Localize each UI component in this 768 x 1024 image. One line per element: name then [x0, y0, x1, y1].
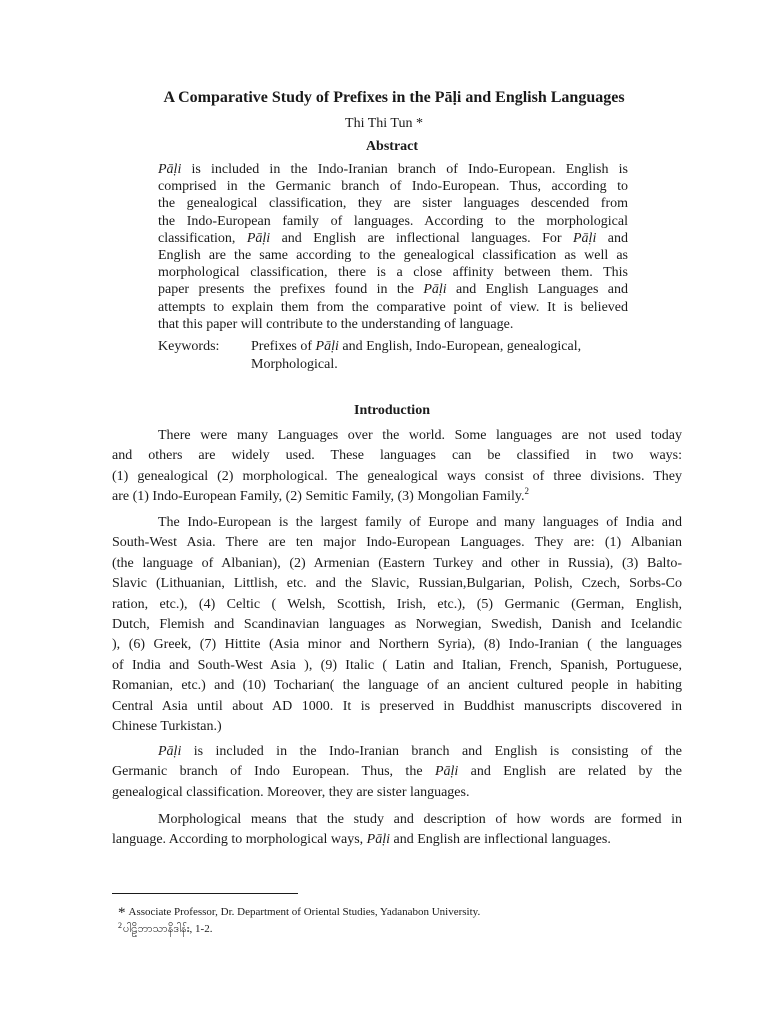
text-run: are (1) Indo-European Family, (2) Semitic Family, (3) Mongolian Family. — [112, 489, 525, 505]
paragraph-line — [112, 742, 682, 762]
pali-term: Pāḷi — [158, 744, 182, 759]
text-run: Morphological means that the study and description of how words are formed in — [158, 812, 682, 827]
footnote-1 — [118, 905, 480, 920]
keywords-label: Keywords: — [158, 339, 220, 354]
footnote-2 — [118, 919, 212, 936]
paragraph-line — [112, 533, 682, 553]
text-run: is included in the Indo-Iranian branch and English is consisting of the — [181, 744, 682, 759]
intro-paragraph-3 — [112, 742, 682, 803]
paragraph-line — [112, 615, 682, 635]
paragraph-line — [112, 426, 682, 446]
paragraph-line — [112, 635, 682, 655]
text-run: that this paper will contribute to the understanding of language. — [158, 316, 514, 332]
pali-term: Pāḷi — [246, 230, 271, 246]
text-run: and English are inflectional languages. — [390, 832, 611, 848]
abstract-line — [158, 161, 628, 178]
text-run: paper presents the prefixes found in the — [158, 282, 424, 298]
text-run: Chinese Turkistan.) — [112, 719, 222, 735]
abstract-line — [158, 178, 628, 195]
text-run: There were many Languages over the world. Some languages are not used today — [158, 428, 682, 443]
paragraph-line — [112, 762, 682, 782]
author-name: Thi Thi Tun * — [345, 116, 423, 131]
abstract-line — [158, 281, 628, 298]
paragraph-line — [112, 574, 682, 594]
keywords-text — [251, 338, 631, 373]
text-run: (the language of Albanian), (2) Armenian (Eastern Turkey and other in Russia), (3) Balto- — [112, 555, 682, 571]
text-run: classification, — [158, 230, 247, 246]
abstract-line — [158, 299, 628, 316]
intro-paragraph-1 — [112, 426, 682, 508]
text-run: Germanic branch of Indo European. Thus, the — [112, 764, 435, 780]
paragraph-line — [112, 467, 682, 487]
text-run: morphological classification, there is a close affinity between them. This — [158, 265, 628, 281]
keywords-pali: Pāḷi — [315, 339, 339, 354]
abstract-body — [158, 161, 628, 333]
paragraph-line — [112, 783, 682, 803]
footnote-2-text: ပါဠိဘာသာနိဒါန်း, 1-2. — [123, 923, 213, 935]
keywords-line2: Morphological. — [251, 356, 338, 372]
paragraph-line — [112, 595, 682, 615]
pali-term: Pāḷi — [423, 282, 447, 298]
abstract-line — [158, 230, 628, 247]
text-run: and English are inflectional languages. For — [270, 230, 573, 246]
text-run: The Indo-European is the largest family of Europe and many languages of India and — [158, 515, 682, 530]
intro-paragraph-2 — [112, 513, 682, 737]
text-run: Romanian, etc.) and (10) Tocharian( the language of an ancient cultured people in habiting — [112, 678, 682, 694]
text-run: and English are related by the — [458, 764, 682, 780]
text-run: Central Asia until about AD 1000. It is preserved in Buddhist manuscripts discovered in — [112, 698, 682, 714]
abstract-line — [158, 264, 628, 281]
footnote-1-mark: * — [118, 905, 126, 921]
paragraph-line — [112, 830, 682, 850]
footnote-1-text: Associate Professor, Dr. Department of Oriental Studies, Yadanabon University. — [128, 906, 481, 918]
pali-term: Pāḷi — [158, 162, 182, 177]
text-run: language. According to morphological ways, — [112, 832, 367, 848]
abstract-line — [158, 195, 628, 212]
intro-paragraph-4 — [112, 810, 682, 851]
paragraph-line — [112, 810, 682, 830]
text-run: genealogical classification. Moreover, they are sister languages. — [112, 784, 470, 800]
paper-title: A Comparative Study of Prefixes in the Pāḷi and English Languages — [163, 89, 625, 106]
abstract-line — [158, 247, 628, 264]
paragraph-line — [112, 676, 682, 696]
text-run: Slavic (Lithuanian, Littlish, etc. and the Slavic, Russian,Bulgarian, Polish, Czech, Sorbs-Co — [112, 576, 682, 592]
text-run: and others are widely used. These languages can be classified in two ways: — [112, 448, 682, 464]
paragraph-line — [112, 697, 682, 717]
text-run: English are the same according to the genealogical classification as well as — [158, 248, 628, 264]
text-run: Dutch, Flemish and Scandinavian languages as Norwegian, Swedish, Danish and Icelandic — [112, 617, 682, 633]
keywords-line1-b: and English, Indo-European, genealogical, — [338, 339, 582, 354]
paragraph-line — [112, 446, 682, 466]
abstract-heading: Abstract — [365, 139, 419, 154]
footnote-ref: 2 — [524, 486, 530, 497]
text-run: and English Languages and — [446, 282, 628, 298]
text-run: ), (6) Greek, (7) Hittite (Asia minor and Northern Syria), (8) Indo-Iranian ( the languages — [112, 637, 682, 653]
pali-term: Pāḷi — [573, 230, 597, 246]
text-run: the Indo-European family of languages. According to the morphological — [158, 213, 628, 229]
pali-term: Pāḷi — [434, 764, 459, 780]
paragraph-line — [112, 554, 682, 574]
footnote-divider — [112, 893, 298, 894]
paragraph-line — [112, 717, 682, 737]
text-run: attempts to explain them from the comparative point of view. It is believed — [158, 299, 628, 315]
keywords-line1-a: Prefixes of — [251, 339, 316, 354]
abstract-line — [158, 316, 628, 333]
introduction-heading: Introduction — [354, 403, 430, 418]
text-run: is included in the Indo-Iranian branch of Indo-European. English is — [181, 162, 628, 177]
pali-term: Pāḷi — [366, 832, 391, 848]
text-run: the genealogical classification, they are sister languages descended from — [158, 196, 628, 212]
text-run: South-West Asia. There are ten major Indo-European Languages. They are: (1) Albanian — [112, 535, 682, 551]
paragraph-line — [112, 487, 682, 507]
text-run: of India and South-West Asia ), (9) Italic ( Latin and Italian, French, Spanish, Portuguese, — [112, 657, 682, 673]
text-run: (1) genealogical (2) morphological. The genealogical ways consist of three divisions. They — [112, 468, 682, 484]
text-run: comprised in the Germanic branch of Indo-European. Thus, according to — [158, 179, 628, 195]
text-run: and — [596, 230, 628, 246]
paragraph-line — [112, 513, 682, 533]
footnote-2-mark: 2 — [118, 921, 122, 930]
abstract-line — [158, 213, 628, 230]
paragraph-line — [112, 656, 682, 676]
text-run: ration, etc.), (4) Celtic ( Welsh, Scottish, Irish, etc.), (5) Germanic (German, English, — [112, 596, 682, 612]
